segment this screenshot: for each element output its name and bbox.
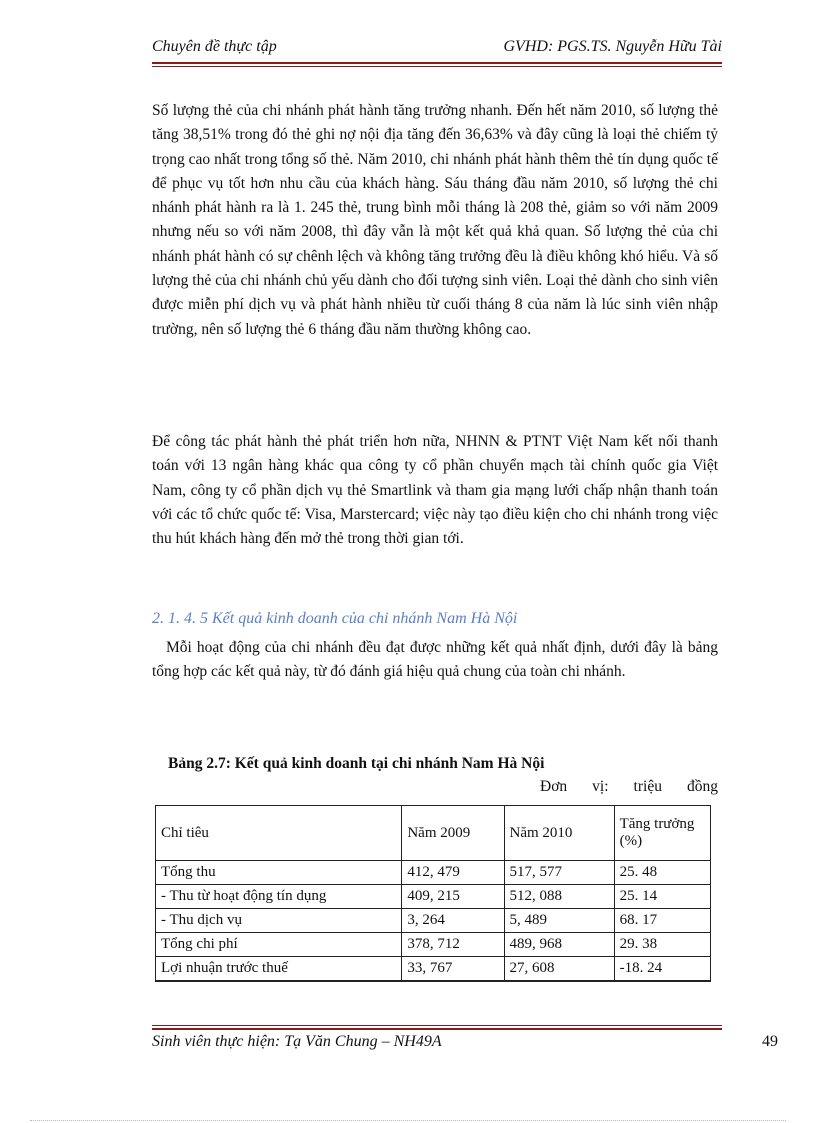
header-advisor: GVHD: PGS.TS. Nguyễn Hữu Tài [503,38,722,55]
table-cell: Tổng chi phí [156,933,402,957]
table-cell: 3, 264 [402,909,504,933]
table-row [156,909,711,933]
table-cell: - Thu từ hoạt động tín dụng [156,885,402,909]
section-heading: 2. 1. 4. 5 Kết quả kinh doanh của chi nhánh Nam Hà Nội [152,610,518,627]
table-unit: Đơn vị: triệu đồng [540,778,718,795]
table-header-row [156,806,711,861]
footer-rule-thin [152,1025,722,1026]
table-cell: -18. 24 [614,957,710,981]
table-row [156,885,711,909]
paragraph-card-issuance: Để công tác phát hành thẻ phát triển hơn nữa, NHNN & PTNT Việt Nam kết nối thanh toán với 13 ngân hàng khác qua công ty cổ phần chuyển mạch tài chính quốc gia Việt Nam, công ty cổ phần dịch vụ thẻ Smartlink và tham gia mạng lưới chấp nhận thanh toán với các tổ chức quốc tế: Visa, Marstercard; việc này tạo điều kiện cho chi nhánh trong việc thu hút khách hàng đến mở thẻ trong thời gian tới. [152,433,718,548]
table-cell: 409, 215 [402,885,504,909]
page-footer [152,1033,778,1055]
table-cell: 512, 088 [504,885,614,909]
page-header [152,38,722,60]
header-title: Chuyên đề thực tập [152,38,277,55]
footer-author: Sinh viên thực hiện: Tạ Văn Chung – NH49A [152,1033,442,1050]
table-header-cell: Năm 2009 [402,806,504,861]
table-cell: 25. 48 [614,861,710,885]
table-row [156,861,711,885]
table-header-cell: Năm 2010 [504,806,614,861]
paragraph-results-intro: Mỗi hoạt động của chi nhánh đều đạt được những kết quả nhất định, dưới đây là bảng tổng hợp các kết quả này, từ đó đánh giá hiệu quả chung của toàn chi nhánh. [152,639,718,681]
table-cell: 412, 479 [402,861,504,885]
table-cell: 489, 968 [504,933,614,957]
table-cell: - Thu dịch vụ [156,909,402,933]
page-bottom-divider [30,1120,786,1121]
table-cell: 25. 14 [614,885,710,909]
table-cell: 517, 577 [504,861,614,885]
table-cell: 5, 489 [504,909,614,933]
table-cell: Tổng thu [156,861,402,885]
table-cell: 68. 17 [614,909,710,933]
table-header-cell: Chỉ tiêu [156,806,402,861]
table-row [156,957,711,981]
table-cell: 378, 712 [402,933,504,957]
table-cell: 33, 767 [402,957,504,981]
footer-rule [152,1028,722,1030]
results-table [155,805,711,982]
header-rule-thin [152,66,722,67]
table-title: Bảng 2.7: Kết quả kinh doanh tại chi nhánh Nam Hà Nội [168,755,545,772]
paragraph-card-growth: Số lượng thẻ của chi nhánh phát hành tăng trưởng nhanh. Đến hết năm 2010, số lượng thẻ tăng 38,51% trong đó thẻ ghi nợ nội địa tăng đến 36,63% và đây cũng là loại thẻ chiếm tỷ trọng cao nhất trong tổng số thẻ. Năm 2010, chi nhánh phát hành thêm thẻ tín dụng quốc tế để phục vụ tốt hơn nhu cầu của khách hàng. Sáu tháng đầu năm 2010, số lượng thẻ chi nhánh phát hành ra là 1. 245 thẻ, trung bình mỗi tháng là 208 thẻ, giảm so với năm 2009 nhưng nếu so với năm 2008, thì đây vẫn là một kết quả khả quan. Số lượng thẻ của chi nhánh phát hành có sự chênh lệch và không tăng trưởng đều là điều không khó hiểu. Và số lượng thẻ của chi nhánh chủ yếu dành cho đối tượng sinh viên. Loại thẻ dành cho sinh viên được miễn phí dịch vụ và phát hành nhiều từ cuối tháng 8 của năm là lúc sinh viên nhập trường, nên số lượng thẻ 6 tháng đầu năm thường không cao. [152,102,718,338]
header-rule [152,62,722,64]
table-header-cell: Tăng trưởng (%) [614,806,710,861]
table-cell: 29. 38 [614,933,710,957]
table-cell: 27, 608 [504,957,614,981]
table-cell: Lợi nhuận trước thuế [156,957,402,981]
table-row [156,933,711,957]
page-number: 49 [762,1033,778,1050]
